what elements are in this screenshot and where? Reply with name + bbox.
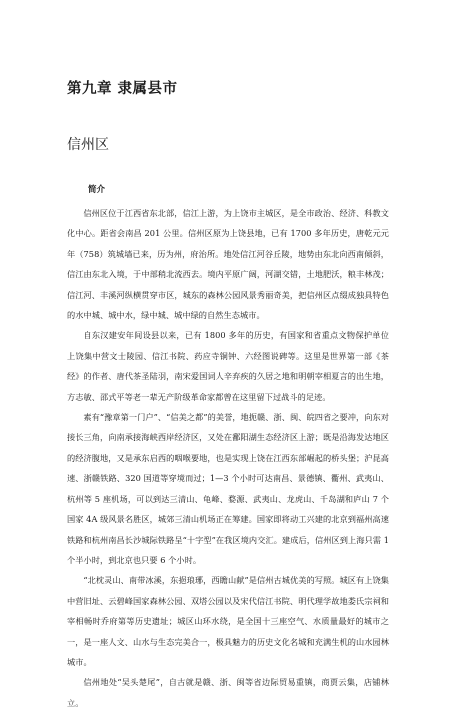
paragraph: 自东汉建安年间设县以来，已有 1800 多年的历史，有国家和省重点文物保护单位上饶集中营文士陵园、信江书院、药应寺铜钟、六经图说碑等。这里是世界第一部《茶经》的作者、唐代茶圣陆羽，南宋爱国词人辛弃疾的久居之地和明朝宰相夏言的出生地，方志敏、邵式平等老一辈无产阶级革命家都曾在这里留下过战斗的足迹。 xyxy=(67,330,389,402)
chapter-title: 第九章 隶属县市 xyxy=(67,81,178,97)
paragraph: 素有“豫章第一门户”、“信美之都”的美誉，地扼赣、浙、闽、皖四省之要冲，向东对接长三角，向南承接海峡西岸经济区，又处在鄱阳湖生态经济区上游；既是沿海发达地区的经济腹地，又是承东启西的咽喉要地，也是实现上饶在江西东部崛起的桥头堡；沪昆高速、浙赣铁路、320 国道等穿境而过；1—3 个小时可达南昌、景德镇、衢州、武夷山、杭州等 5 座机场，可以到达三清山、龟峰、婺源、武夷山、龙虎山、千岛湖和庐山 7 个国家 4A 级风景名胜区，城郊三清山机场正在筹建。国家即将动工兴建的北京到福州高速铁路和杭州南昌长沙城际铁路呈“十字型”在我区境内交汇。建成后，信州区到上海只需 1 个半小时，到北京也只要 6 个小时。 xyxy=(67,412,389,565)
body-text xyxy=(67,203,389,713)
paragraph: “北枕灵山、南带冰溪，东挹琅琊，西瞻山献”是信州古城优美的写照。城区有上饶集中营旧址、云碧峰国家森林公园、双塔公园以及宋代信江书院、明代理学故地娄氏宗祠和宰相畅时乔府第等历史遗址；城区山环水绕，是全国十三座空气、水质量最好的城市之一，是一座人文、山水与生态完美合一，极具魅力的历史文化名城和充满生机的山水园林城市。 xyxy=(67,575,389,667)
paragraph: 信州区位于江西省东北部，信江上游，为上饶市主城区，是全市政治、经济、科教文化中心。距省会南昌 201 公里。信州区原为上饶县地，已有 1700 多年历史，唐乾元元年（758）筑城墙已来，历为州，府治所。地处信江河谷丘陵，地势由东北向西南倾斜，信江由东北入境，于中部稍北流西去。境内平原广阔，河湖交错，土地肥沃，粮丰林茂；信江河、丰溪河纵横贯穿市区，城东的森林公园风景秀丽奇美，把信州区点缀成独具特色的水中城、城中水，绿中城、城中绿的自然生态城市。 xyxy=(67,208,389,321)
section-title: 信州区 xyxy=(67,137,109,153)
subsection-title: 简介 xyxy=(88,185,106,195)
paragraph: 信州地处“吴头楚尾”，自古就是赣、浙、闽等省边际贸易重镇，商贾云集，店铺林立。 xyxy=(67,677,389,708)
